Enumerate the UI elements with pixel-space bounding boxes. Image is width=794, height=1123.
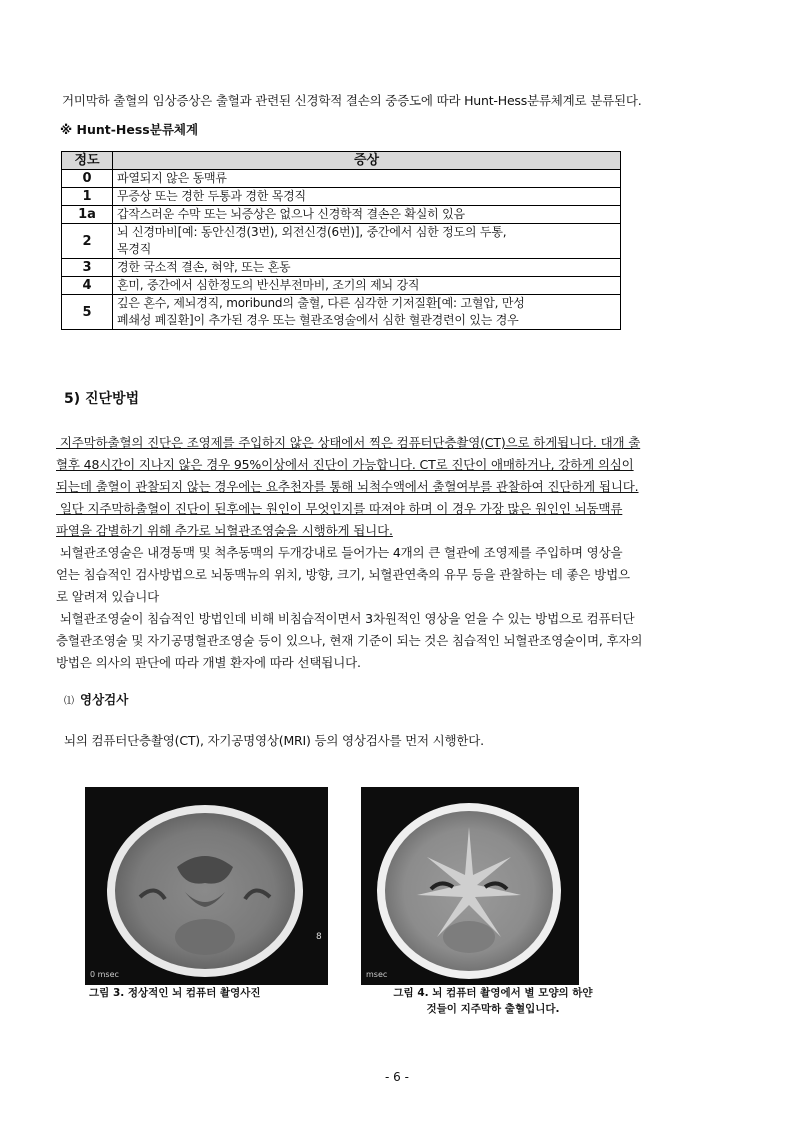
intro-text: 거미막하 출혈의 임상증상은 출혈과 관련된 신경학적 결손의 중증도에 따라 Hunt-Hess분류체계로 분류된다. [62,93,642,108]
grade-cell: 2 [62,224,113,259]
table-row [62,277,621,295]
grade-cell: 1 [62,188,113,206]
diagnosis-body [56,432,738,674]
subsection-title: 영상검사 [80,692,129,707]
grade-cell: 4 [62,277,113,295]
symptom-line: 목경직 [117,242,152,256]
symptom-cell [113,170,621,188]
table-row [62,206,621,224]
grade-cell: 1a [62,206,113,224]
paragraph-line: 혈후 48시간이 지나지 않은 경우 95%이상에서 진단이 가능합니다. CT로 진단이 애매하거나, 강하게 의심이 [56,457,634,472]
table-row [62,170,621,188]
paragraph-line: 지주막하출혈의 진단은 조영제를 주입하지 않은 상태에서 찍은 컴퓨터단층촬영(CT)으로 하게됩니다. 대개 출 [56,435,641,450]
figure-area [75,787,635,1017]
figure-3-ct-image [85,787,328,985]
symptom-cell [113,188,621,206]
table-row [62,224,621,259]
page-number: - 6 - [385,1070,409,1084]
paragraph-line: 로 알려져 있습니다 [56,589,160,604]
paragraph-line: 일단 지주막하출혈이 진단이 된후에는 원인이 무엇인지를 따져야 하며 이 경우 가장 많은 원인인 뇌동맥류 [56,501,623,516]
symptom-line: 경한 국소적 결손, 혀약, 또는 혼동 [117,260,291,274]
paragraph-line: 되는데 출혈이 관찰되지 않는 경우에는 요추천자를 통해 뇌척수액에서 출혈여부를 관찰하여 진단하게 됩니다. [56,479,639,494]
figure-3-caption: 그림 3. 정상적인 뇌 컴퓨터 촬영사진 [89,987,261,999]
symptom-cell [113,277,621,295]
figure-4-overlay-msec: msec [366,970,388,979]
table-header-row [62,152,621,170]
paragraph-line: 뇌혈관조영술이 침습적인 방법인데 비해 비침습적이면서 3차원적인 영상을 얻을 수 있는 방법으로 컴퓨터단 [56,611,635,626]
subsection-number: ⑴ [64,696,74,707]
header-symptom: 증상 [113,152,621,170]
table-row [62,295,621,330]
header-grade: 정도 [62,152,113,170]
grade-cell: 0 [62,170,113,188]
symptom-line: 깊은 혼수, 제뇌경직, moribund의 출혈, 다른 심각한 기저질환[예: 고혈압, 만성 [117,296,525,310]
paragraph-line: 파열을 감별하기 위해 추가로 뇌혈관조영술을 시행하게 됩니다. [56,523,393,538]
symptom-line: 파열되지 않은 동맥류 [117,171,227,185]
symptom-cell [113,295,621,330]
symptom-cell [113,206,621,224]
table-row [62,188,621,206]
subsection-heading [64,690,128,708]
figure-3-overlay-msec: 0 msec [90,970,119,979]
symptom-line: 혼미, 중간에서 심한정도의 반신부전마비, 조기의 제뇌 강직 [117,278,420,292]
paragraph-line: 방법은 의사의 판단에 따라 개별 환자에 따라 선택됩니다. [56,655,361,670]
table-title: ※ Hunt-Hess분류체계 [60,122,199,137]
section-heading: 5) 진단방법 [64,391,140,407]
imaging-text: 뇌의 컴퓨터단층촬영(CT), 자기공명영상(MRI) 등의 영상검사를 먼저 시행한다. [64,733,484,748]
figure-4-ct-image [361,787,579,985]
grade-cell: 5 [62,295,113,330]
figure-3-overlay-marker: 8 [316,932,322,942]
symptom-line: 뇌 신경마비[예: 동안신경(3번), 외전신경(6번)], 중간에서 심한 정도의 두통, [117,225,507,239]
symptom-line: 갑작스러운 수막 또는 뇌증상은 없으나 신경학적 결손은 확실히 있음 [117,207,465,221]
symptom-line: 폐쇄성 폐질환]이 추가된 경우 또는 혈관조영술에서 심한 혈관경련이 있는 경우 [117,313,519,327]
symptom-cell [113,259,621,277]
symptom-line: 무증상 또는 경한 두통과 경한 목경직 [117,189,306,203]
paragraph-ct-diagnosis [56,432,738,542]
paragraph-angiography [56,542,738,608]
paragraph-line: 얻는 침습적인 검사방법으로 뇌동맥뉴의 위치, 방향, 크기, 뇌혈관연축의 유무 등을 관찰하는 데 좋은 방법으 [56,567,630,582]
hunt-hess-table [61,151,621,330]
paragraph-noninvasive [56,608,738,674]
table-row [62,259,621,277]
grade-cell: 3 [62,259,113,277]
paragraph-line: 뇌혈관조영술은 내경동맥 및 척추동맥의 두개강내로 들어가는 4개의 큰 혈관에 조영제를 주입하며 영상을 [56,545,623,560]
paragraph-line: 층혈관조영술 및 자기공명혈관조영술 등이 있으나, 현재 기준이 되는 것은 침습적인 뇌혈관조영술이며, 후자의 [56,633,643,648]
figure-4-caption: 그림 4. 뇌 컴퓨터 촬영에서 별 모양의 하얀 것들이 지주막하 출혈입니다. [393,987,593,1015]
symptom-cell [113,224,621,259]
